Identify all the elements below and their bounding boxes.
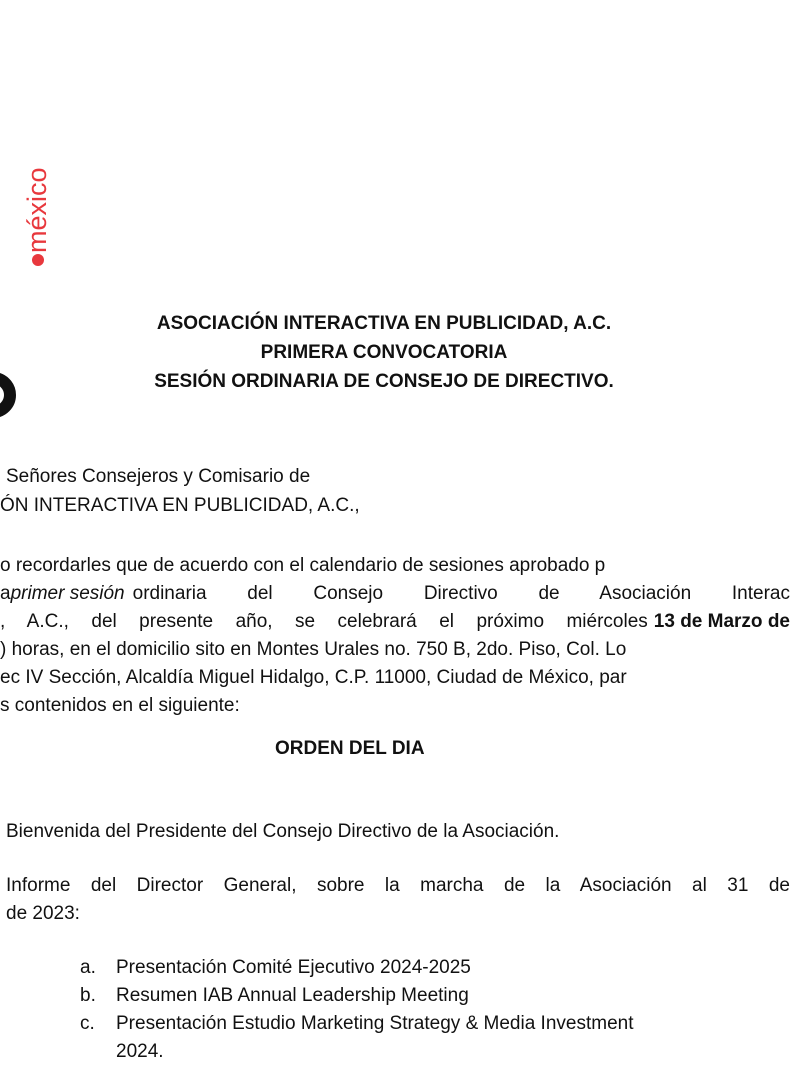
meeting-date: 13 de Marzo de (653, 611, 790, 632)
agenda-subitem-c: c. Presentación Estudio Marketing Strategy & Media Investment (80, 1013, 634, 1034)
body-line-1: o recordarles que de acuerdo con el calendario de sesiones aprobado p (0, 555, 606, 576)
body-line-2: a primer sesión ordinaria del Consejo Directivo de Asociación Interac (0, 583, 790, 604)
logo-wordmark: méxico (22, 167, 53, 266)
body-line-6: s contenidos en el siguiente: (0, 695, 240, 716)
salutation-line-2: ÓN INTERACTIVA EN PUBLICIDAD, A.C., (0, 495, 360, 516)
heading-association: ASOCIACIÓN INTERACTIVA EN PUBLICIDAD, A.C. (156, 313, 612, 334)
agenda-subitem-a: a. Presentación Comité Ejecutivo 2024-2025 (80, 957, 471, 978)
agenda-subitem-c-continuation: 2024. (116, 1041, 164, 1062)
document-heading (0, 309, 768, 396)
agenda-item-1: Bienvenida del Presidente del Consejo Directivo de la Asociación. (6, 821, 560, 842)
body-line-4: ) horas, en el domicilio sito en Montes Urales no. 750 B, 2do. Piso, Col. Lo (0, 639, 627, 660)
salutation-line-1: Señores Consejeros y Comisario de (6, 466, 311, 487)
agenda-title: ORDEN DEL DIA (275, 738, 425, 759)
body-line-5: ec IV Sección, Alcaldía Miguel Hidalgo, C.P. 11000, Ciudad de México, par (0, 667, 627, 688)
logo-dot-icon (32, 254, 44, 266)
heading-convocatoria: PRIMERA CONVOCATORIA (260, 342, 508, 363)
body-line-3: , A.C., del presente año, se celebrará el próximo miércoles 13 de Marzo de (0, 611, 790, 632)
agenda-item-2-line-2: de 2023: (6, 903, 80, 924)
heading-session: SESIÓN ORDINARIA DE CONSEJO DE DIRECTIVO. (154, 371, 614, 392)
primer-sesion-text: primer sesión (10, 583, 125, 604)
agenda-item-2-line-1: Informe del Director General, sobre la marcha de la Asociación al 31 de (6, 875, 790, 896)
agenda-subitem-b: b. Resumen IAB Annual Leadership Meeting (80, 985, 469, 1006)
